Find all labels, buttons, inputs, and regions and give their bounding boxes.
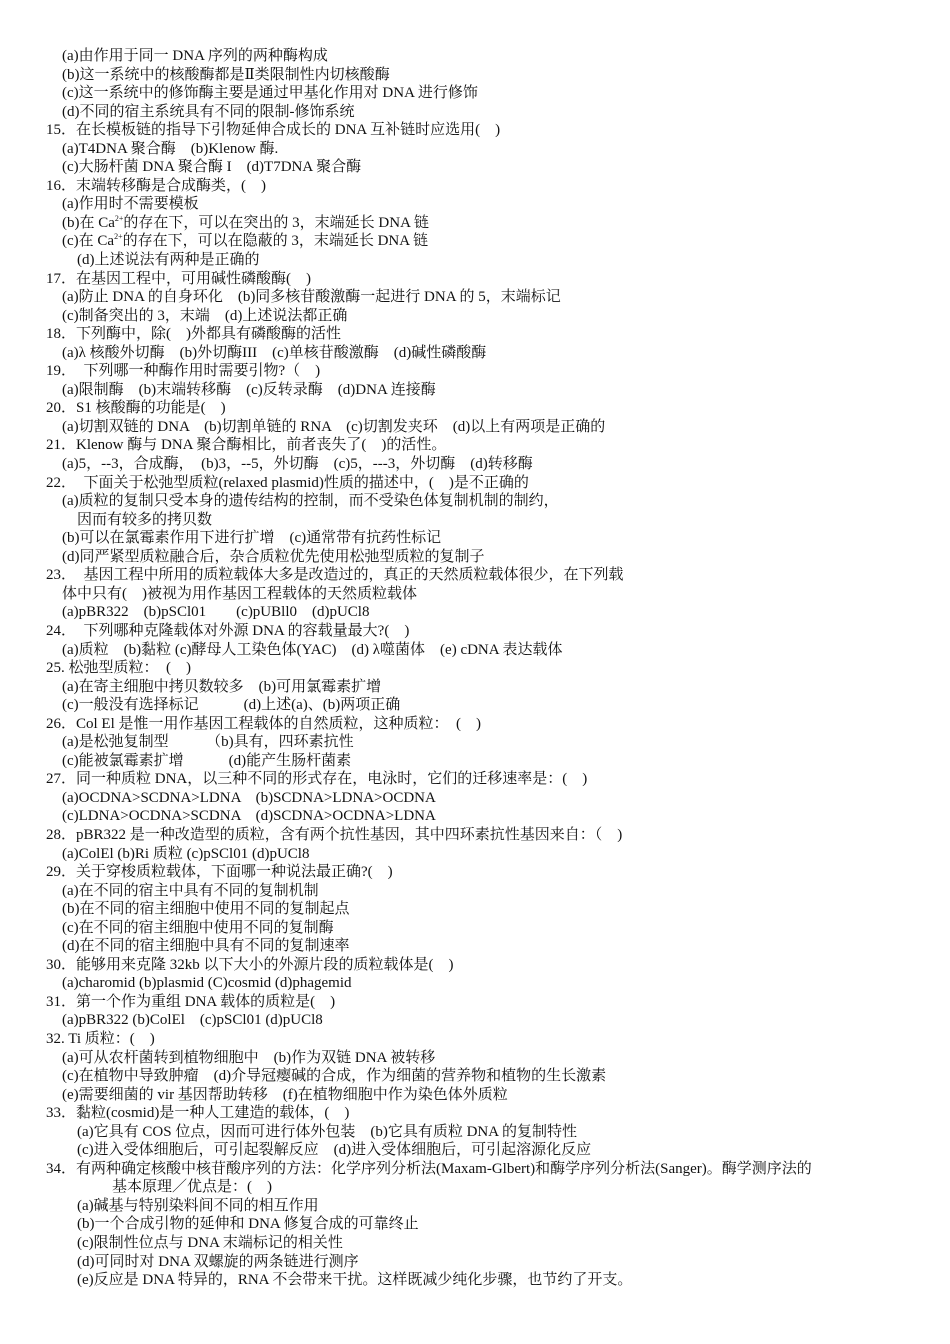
question-line: 31．第一个作为重组 DNA 载体的质粒是( )	[46, 993, 336, 1010]
option-line	[0, 214, 950, 233]
question-line: 20．S1 核酸酶的功能是( )	[46, 400, 226, 417]
option-line: (b)一个合成引物的延伸和 DNA 修复合成的可靠终止	[77, 1216, 419, 1233]
option-line: (a)ColEl (b)Ri 质粒 (c)pSCl01 (d)pUCl8	[62, 845, 310, 862]
option-line: (a)T4DNA 聚合酶 (b)Klenow 酶.	[62, 140, 279, 157]
line-text: 的存在下，可以在隐蔽的 3，末端延长 DNA 链	[122, 233, 428, 250]
option-line: (d)在不同的宿主细胞中具有不同的复制速率	[62, 938, 350, 955]
document-page	[0, 47, 950, 1290]
option-line: (a)pBR322 (b)pSCl01 (c)pUBll0 (d)pUCl8	[62, 604, 370, 621]
question-line: 22． 下面关于松弛型质粒(relaxed plasmid)性质的描述中，( )是不正确的	[46, 474, 529, 491]
option-line: (a)切割双链的 DNA (b)切割单链的 RNA (c)切割发夹环 (d)以上有两项是正确的	[62, 418, 606, 435]
question-line: 29．关于穿梭质粒载体，下面哪一种说法最正确?( )	[46, 864, 393, 881]
option-line: (a)作用时不需要模板	[62, 196, 199, 213]
option-line: (a)λ 核酸外切酶 (b)外切酶III (c)单核苷酸激酶 (d)碱性磷酸酶	[62, 344, 487, 361]
option-line: (e)反应是 DNA 特异的，RNA 不会带来干扰。这样既减少纯化步骤，也节约了开支。	[77, 1272, 633, 1289]
option-line: (d)上述说法有两种是正确的	[77, 252, 260, 269]
option-line: (b)在不同的宿主细胞中使用不同的复制起点	[62, 901, 350, 918]
option-line: (a)质粒的复制只受本身的遗传结构的控制，而不受染色体复制机制的制约，	[62, 493, 559, 510]
option-line: (d)同严紧型质粒融合后，杂合质粒优先使用松弛型质粒的复制子	[62, 548, 485, 565]
option-line: 基本原理／优点是：( )	[112, 1179, 272, 1196]
option-line: (c)大肠杆菌 DNA 聚合酶 I (d)T7DNA 聚合酶	[62, 159, 362, 176]
question-line: 15．在长模板链的指导下引物延伸合成长的 DNA 互补链时应选用( )	[46, 122, 501, 139]
question-line: 32. Ti 质粒：( )	[46, 1030, 155, 1047]
option-line: (a)charomid (b)plasmid (C)cosmid (d)phagemid	[62, 975, 352, 992]
option-line: (c)在植物中导致肿瘤 (d)介导冠瘿碱的合成，作为细菌的营养物和植物的生长激素	[62, 1068, 607, 1085]
option-line: (c)能被氯霉素扩增 (d)能产生肠杆菌素	[62, 752, 352, 769]
option-line: (d)不同的宿主系统具有不同的限制-修饰系统	[62, 103, 355, 120]
option-line: (a)由作用于同一 DNA 序列的两种酶构成	[62, 48, 328, 64]
question-line: 28．pBR322 是一种改造型的质粒，含有两个抗性基因，其中四环素抗性基因来自：（ )	[46, 826, 623, 843]
question-line: 16．末端转移酶是合成酶类，( )	[46, 177, 266, 194]
option-line: (a)pBR322 (b)ColEl (c)pSCl01 (d)pUCl8	[62, 1012, 323, 1029]
question-line: 17．在基因工程中，可用碱性磷酸酶( )	[46, 270, 311, 287]
option-line: (c)这一系统中的修饰酶主要是通过甲基化作用对 DNA 进行修饰	[62, 85, 478, 102]
option-line: (e)需要细菌的 vir 基因帮助转移 (f)在植物细胞中作为染色体外质粒	[62, 1086, 508, 1103]
option-line: (c)限制性位点与 DNA 末端标记的相关性	[77, 1235, 343, 1251]
question-line: 23． 基因工程中所用的质粒载体大多是改造过的，真正的天然质粒载体很少，在下列载	[46, 567, 624, 584]
superscript-text: 2+	[114, 213, 124, 223]
option-line: 体中只有( )被视为用作基因工程载体的天然质粒载体	[62, 585, 417, 602]
option-line: (a)质粒 (b)黏粒 (c)酵母人工染色体(YAC) (d) λ噬菌体 (e) cDNA 表达载体	[62, 641, 563, 658]
option-line: (a)OCDNA>SCDNA>LDNA (b)SCDNA>LDNA>OCDNA	[62, 789, 436, 806]
option-line: (a)防止 DNA 的自身环化 (b)同多核苷酸激酶一起进行 DNA 的 5，末端标记	[62, 289, 561, 306]
option-line: (c)一般没有选择标记 (d)上述(a)、(b)两项正确	[62, 697, 401, 714]
option-line: (a)在不同的宿主中具有不同的复制机制	[62, 882, 319, 899]
option-line: (a)它具有 COS 位点，因而可进行体外包装 (b)它具有质粒 DNA 的复制特性	[77, 1123, 577, 1140]
question-line: 30．能够用来克隆 32kb 以下大小的外源片段的质粒载体是( )	[46, 956, 454, 973]
option-line: (c)进入受体细胞后，可引起裂解反应 (d)进入受体细胞后，可引起溶源化反应	[77, 1142, 592, 1159]
line-text: (b)在 Ca	[62, 214, 115, 231]
option-line	[0, 232, 950, 251]
option-line: 因而有较多的拷贝数	[77, 511, 213, 528]
option-line: (c)在不同的宿主细胞中使用不同的复制酶	[62, 919, 334, 936]
question-line: 26．Col El 是惟一用作基因工程载体的自然质粒，这种质粒： ( )	[46, 715, 481, 732]
option-line: (b)这一系统中的核酸酶都是Ⅱ类限制性内切核酸酶	[62, 66, 390, 83]
option-line: (a)可从农杆菌转到植物细胞中 (b)作为双链 DNA 被转移	[62, 1049, 436, 1066]
question-line: 34．有两种确定核酸中核苷酸序列的方法：化学序列分析法(Maxam-Glbert)和酶学序列分析法(Sanger)。酶学测序法的	[46, 1160, 812, 1177]
option-line: (c)制备突出的 3，末端 (d)上述说法都正确	[62, 307, 348, 324]
option-line: (d)可同时对 DNA 双螺旋的两条链进行测序	[77, 1253, 359, 1270]
question-line: 19． 下列哪一种酶作用时需要引物?（ )	[46, 363, 321, 380]
question-line: 24． 下列哪种克隆载体对外源 DNA 的容载量最大?( )	[46, 622, 410, 639]
question-line: 33．黏粒(cosmid)是一种人工建造的载体，( )	[46, 1105, 350, 1122]
question-line: 18．下列酶中，除( )外都具有磷酸酶的活性	[46, 326, 341, 343]
option-line: (a)限制酶 (b)末端转移酶 (c)反转录酶 (d)DNA 连接酶	[62, 381, 436, 398]
option-line: (a)在寄主细胞中拷贝数较多 (b)可用氯霉素扩增	[62, 678, 382, 695]
question-line: 25. 松弛型质粒： ( )	[46, 660, 191, 677]
question-line: 21．Klenow 酶与 DNA 聚合酶相比，前者丧失了( )的活性。	[46, 437, 447, 454]
line-text: 的存在下，可以在突出的 3，末端延长 DNA 链	[123, 214, 429, 231]
option-line: (b)可以在氯霉素作用下进行扩增 (c)通常带有抗药性标记	[62, 530, 442, 547]
option-line: (a)5，--3，合成酶， (b)3，--5，外切酶 (c)5，---3，外切酶 (d)转移酶	[62, 456, 533, 473]
option-line: (c)LDNA>OCDNA>SCDNA (d)SCDNA>OCDNA>LDNA	[62, 808, 436, 825]
option-line: (a)是松弛复制型 （b)具有，四环素抗性	[62, 734, 354, 751]
question-line: 27．同一种质粒 DNA，以三种不同的形式存在，电泳时，它们的迁移速率是：( )	[46, 771, 588, 788]
superscript-text: 2+	[114, 232, 123, 242]
line-text: (c)在 Ca	[62, 233, 115, 250]
option-line: (a)碱基与特别染料间不同的相互作用	[77, 1197, 319, 1214]
